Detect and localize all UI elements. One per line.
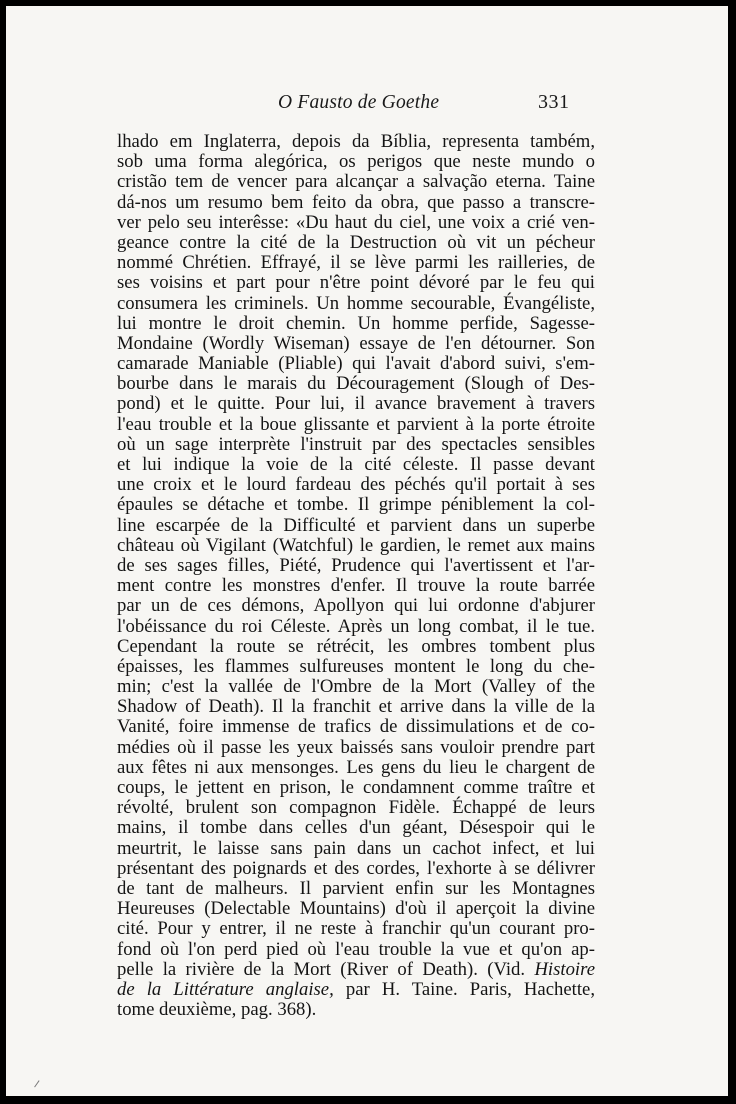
text-line: par un de ces démons, Apollyon qui lui ordonne d'abjurer	[117, 595, 595, 617]
text-line: dá-nos um resumo bem feito da obra, que passo a transcre-	[117, 191, 595, 213]
citation-title-continued: de la Littérature anglaise,	[117, 978, 334, 1000]
text-line: aux fêtes ni aux mensonges. Les gens du lieu le chargent de	[117, 756, 595, 778]
text-line: château où Vigilant (Watchful) le gardien, le remet aux mains	[117, 534, 595, 556]
page-number: 331	[538, 91, 570, 113]
text-line: lhado em Inglaterra, depois da Bíblia, representa também,	[117, 131, 595, 152]
text-line: mains, il tombe dans celles d'un géant, Désespoir qui le	[117, 817, 595, 839]
text-line-citation	[117, 980, 595, 1000]
text-line: min; c'est la vallée de l'Ombre de la Mort (Valley of the	[117, 676, 595, 698]
text-line: révolté, brulent son compagnon Fidèle. Échappé de leurs	[117, 797, 595, 819]
text-line: nommé Chrétien. Effrayé, il se lève parmi les railleries, de	[117, 252, 595, 274]
text-line: camarade Maniable (Pliable) qui l'avait d'abord suivi, s'em-	[117, 353, 595, 375]
running-title: O Fausto de Goethe	[278, 92, 440, 113]
text-line: fond où l'on perd pied où l'eau trouble la vue et qu'on ap-	[117, 938, 595, 960]
text-line: épaisses, les flammes sulfureuses montent le long du che-	[117, 655, 595, 677]
text-line: où un sage interprète l'instruit par des spectacles sensibles	[117, 433, 595, 455]
body-text	[117, 132, 595, 1020]
text-line: bourbe dans le marais du Découragement (Slough of Des-	[117, 373, 595, 395]
text-line: de ses sages filles, Piété, Prudence qui l'avertissent et l'ar-	[117, 554, 595, 576]
page-header	[6, 92, 728, 122]
text-line-last: tome deuxième, pag. 368).	[117, 999, 317, 1021]
text-line: consumera les criminels. Un homme secourable, Évangéliste,	[117, 292, 595, 314]
text-line: sob uma forma alegórica, os perigos que neste mundo o	[117, 151, 595, 173]
citation-publisher: par H. Taine. Paris, Hachette,	[333, 978, 595, 1000]
text-line: médies où il passe les yeux baissés sans vouloir prendre part	[117, 736, 595, 758]
text-line: cité. Pour y entrer, il ne reste à franchir qu'un courant pro-	[117, 918, 595, 940]
text-line: lui montre le droit chemin. Un homme perfide, Sagesse-	[117, 312, 595, 334]
text-line: une croix et le lourd fardeau des péchés qu'il portait à ses	[117, 474, 595, 496]
text-line-segment: pelle la rivière de la Mort (River of Death). (Vid.	[117, 958, 535, 980]
text-line: Mondaine (Wordly Wiseman) essaye de l'en détourner. Son	[117, 332, 595, 354]
text-line: l'eau trouble et la boue glissante et parvient à la porte étroite	[117, 413, 595, 435]
text-line: présentant des poignards et des cordes, l'exhorte à se délivrer	[117, 857, 595, 879]
text-line: coups, le jettent en prison, le condamnent comme traître et	[117, 777, 595, 798]
text-line: Heureuses (Delectable Mountains) d'où il aperçoit la divine	[117, 898, 595, 920]
text-line: pond) et le quitte. Pour lui, il avance bravement à travers	[117, 393, 595, 415]
text-line: meurtrit, le laisse sans pain dans un cachot infect, et lui	[117, 837, 595, 859]
text-line: Vanité, foire immense de trafics de dissimulations et de co-	[117, 716, 595, 738]
text-line: Shadow of Death). Il la franchit et arrive dans la ville de la	[117, 696, 595, 718]
text-line: ment contre les monstres d'enfer. Il trouve la route barrée	[117, 575, 595, 597]
text-line: cristão tem de vencer para alcançar a salvação eterna. Taine	[117, 171, 595, 193]
text-line: de tant de malheurs. Il parvient enfin sur les Montagnes	[117, 877, 595, 899]
text-line-citation	[117, 960, 595, 980]
citation-title: Histoire	[534, 958, 595, 980]
text-line: ver pelo seu interêsse: «Du haut du ciel, une voix a crié ven-	[117, 211, 595, 233]
page-speck	[34, 1080, 43, 1089]
book-page	[6, 6, 728, 1096]
text-line: et lui indique la voie de la cité céleste. Il passe devant	[117, 454, 595, 475]
text-line: line escarpée de la Difficulté et parvient dans un superbe	[117, 514, 595, 536]
text-line: l'obéissance du roi Céleste. Après un long combat, il le tue.	[117, 615, 595, 637]
text-line: épaules se détache et tombe. Il grimpe péniblement la col-	[117, 494, 595, 516]
text-line: ses voisins et part pour n'être point dévoré par le feu qui	[117, 272, 595, 294]
text-line: geance contre la cité de la Destruction où vit un pécheur	[117, 231, 595, 253]
text-line: Cependant la route se rétrécit, les ombres tombent plus	[117, 635, 595, 657]
